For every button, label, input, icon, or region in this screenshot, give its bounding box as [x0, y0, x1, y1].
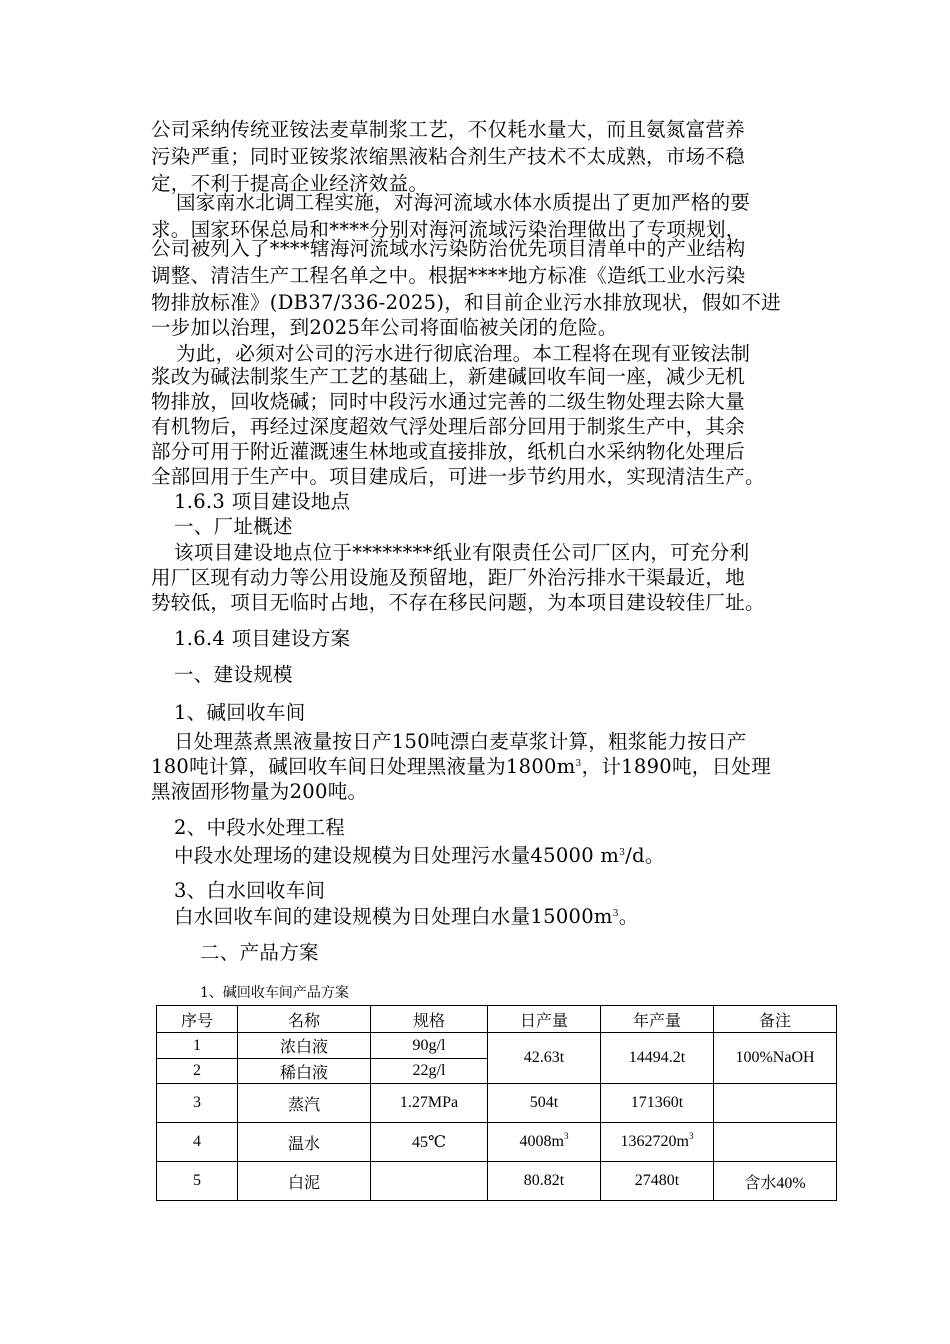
cell-text: 1362720m [620, 1133, 689, 1150]
table-cell: 100%NaOH [714, 1033, 837, 1084]
text-line [174, 903, 639, 930]
text-line: 有机物后，再经过深度超效气浮处理后部分回用于制浆生产中，其余 [151, 415, 746, 438]
table-cell: 3 [157, 1084, 238, 1123]
item-heading: 2、中段水处理工程 [174, 816, 346, 839]
text-line: 黑液固形物量为200吨。 [151, 780, 368, 803]
text-line: 浆改为碱法制浆生产工艺的基础上，新建碱回收车间一座，减少无机 [151, 365, 746, 388]
header-cell: 名称 [238, 1006, 371, 1033]
superscript: 3 [575, 759, 582, 769]
table-cell: 2 [157, 1059, 238, 1084]
superscript: 3 [688, 1131, 694, 1141]
text-line: 用厂区现有动力等公用设施及预留地，距厂外治污排水干渠最近，地 [151, 566, 746, 589]
subsection-heading: 一、建设规模 [174, 663, 293, 686]
text-span: /d。 [625, 844, 665, 867]
text-line: 一步加以治理，到2025年公司将面临被关闭的危险。 [151, 316, 618, 339]
header-cell: 规格 [371, 1006, 488, 1033]
header-cell: 备注 [714, 1006, 837, 1033]
header-cell: 年产量 [601, 1006, 714, 1033]
subsection-heading: 二、产品方案 [200, 941, 319, 964]
text-line: 公司采纳传统亚铵法麦草制浆工艺，不仅耗水量大，而且氨氮富营养 [151, 118, 746, 141]
text-line: 部分可用于附近灌溉速生林地或直接排放，纸机白水采纳物化处理后 [151, 440, 746, 463]
header-cell: 序号 [157, 1006, 238, 1033]
table-cell: 蒸汽 [238, 1084, 371, 1123]
table-cell: 稀白液 [238, 1059, 371, 1084]
table-cell: 45℃ [371, 1123, 488, 1162]
item-heading: 3、白水回收车间 [174, 879, 326, 902]
text-line: 日处理蒸煮黑液量按日产150吨漂白麦草浆计算，粗浆能力按日产 [174, 730, 747, 753]
text-line: 定，不利于提高企业经济效益。 [151, 172, 429, 195]
superscript: 3 [563, 1131, 569, 1141]
table-cell [488, 1123, 601, 1162]
text-line: 物排放，回收烧碱；同时中段污水通过完善的二级生物处理去除大量 [151, 390, 746, 413]
table-cell [601, 1123, 714, 1162]
product-table [156, 1005, 837, 1201]
text-line [151, 753, 771, 780]
text-line: 物排放标准》(DB37/336-2025)，和目前企业污水排放现状，假如不进 [151, 291, 781, 314]
text-line: 污染严重；同时亚铵浆浓缩黑液粘合剂生产技术不太成熟，市场不稳 [151, 145, 746, 168]
table-cell: 171360t [601, 1084, 714, 1123]
text-span: 180吨计算，碱回收车间日处理黑液量为1800m [151, 755, 576, 778]
text-line: 求。国家环保总局和****分别对海河流域污染治理做出了专项规划， [151, 218, 746, 241]
table-cell: 80.82t [488, 1162, 601, 1201]
text-line: 全部回用于生产中。项目建成后，可进一步节约用水，实现清洁生产。 [151, 465, 765, 488]
table-cell [714, 1084, 837, 1123]
superscript: 3 [612, 909, 619, 919]
table-cell: 白泥 [238, 1162, 371, 1201]
section-heading: 1.6.3 项目建设地点 [174, 490, 351, 513]
text-span: 白水回收车间的建设规模为日处理白水量15000m [174, 905, 613, 928]
table-cell [714, 1123, 837, 1162]
table-cell: 5 [157, 1162, 238, 1201]
text-line: 势较低，项目无临时占地，不存在移民问题，为本项目建设较佳厂址。 [151, 591, 765, 614]
text-line: 为此，必须对公司的污水进行彻底治理。本工程将在现有亚铵法制 [176, 342, 751, 365]
table-cell: 22g/l [371, 1059, 488, 1084]
text-line: 调整、清洁生产工程名单之中。根据****地方标准《造纸工业水污染 [151, 264, 746, 287]
table-header-row [157, 1006, 837, 1033]
table-row [157, 1162, 837, 1201]
table-cell: 4 [157, 1123, 238, 1162]
table-cell: 14494.2t [601, 1033, 714, 1084]
table-cell [371, 1162, 488, 1201]
text-line: 该项目建设地点位于********纸业有限责任公司厂区内，可充分利 [174, 541, 750, 564]
table-cell: 温水 [238, 1123, 371, 1162]
table-cell: 90g/l [371, 1033, 488, 1059]
text-span: ，计1890吨，日处理 [581, 755, 772, 778]
table-row [157, 1084, 837, 1123]
table-cell: 504t [488, 1084, 601, 1123]
table-cell: 27480t [601, 1162, 714, 1201]
table-caption: 1、碱回收车间产品方案 [200, 985, 349, 1001]
text-line: 公司被列入了****辖海河流域水污染防治优先项目清单中的产业结构 [151, 237, 746, 260]
section-heading: 1.6.4 项目建设方案 [174, 627, 351, 650]
subsection-heading: 一、厂址概述 [174, 515, 293, 538]
table-row [157, 1123, 837, 1162]
table-cell: 42.63t [488, 1033, 601, 1084]
text-span: 。 [618, 905, 639, 928]
table-cell: 含水40% [714, 1162, 837, 1201]
header-cell: 日产量 [488, 1006, 601, 1033]
item-heading: 1、碱回收车间 [174, 701, 306, 724]
text-line [174, 842, 665, 869]
text-line: 国家南水北调工程实施，对海河流域水体水质提出了更加严格的要 [176, 191, 751, 214]
cell-text: 4008m [519, 1133, 564, 1150]
table-cell: 1 [157, 1033, 238, 1059]
table-row [157, 1033, 837, 1059]
superscript: 3 [619, 848, 626, 858]
table-cell: 1.27MPa [371, 1084, 488, 1123]
table-cell: 浓白液 [238, 1033, 371, 1059]
text-span: 中段水处理场的建设规模为日处理污水量45000 m [174, 844, 620, 867]
